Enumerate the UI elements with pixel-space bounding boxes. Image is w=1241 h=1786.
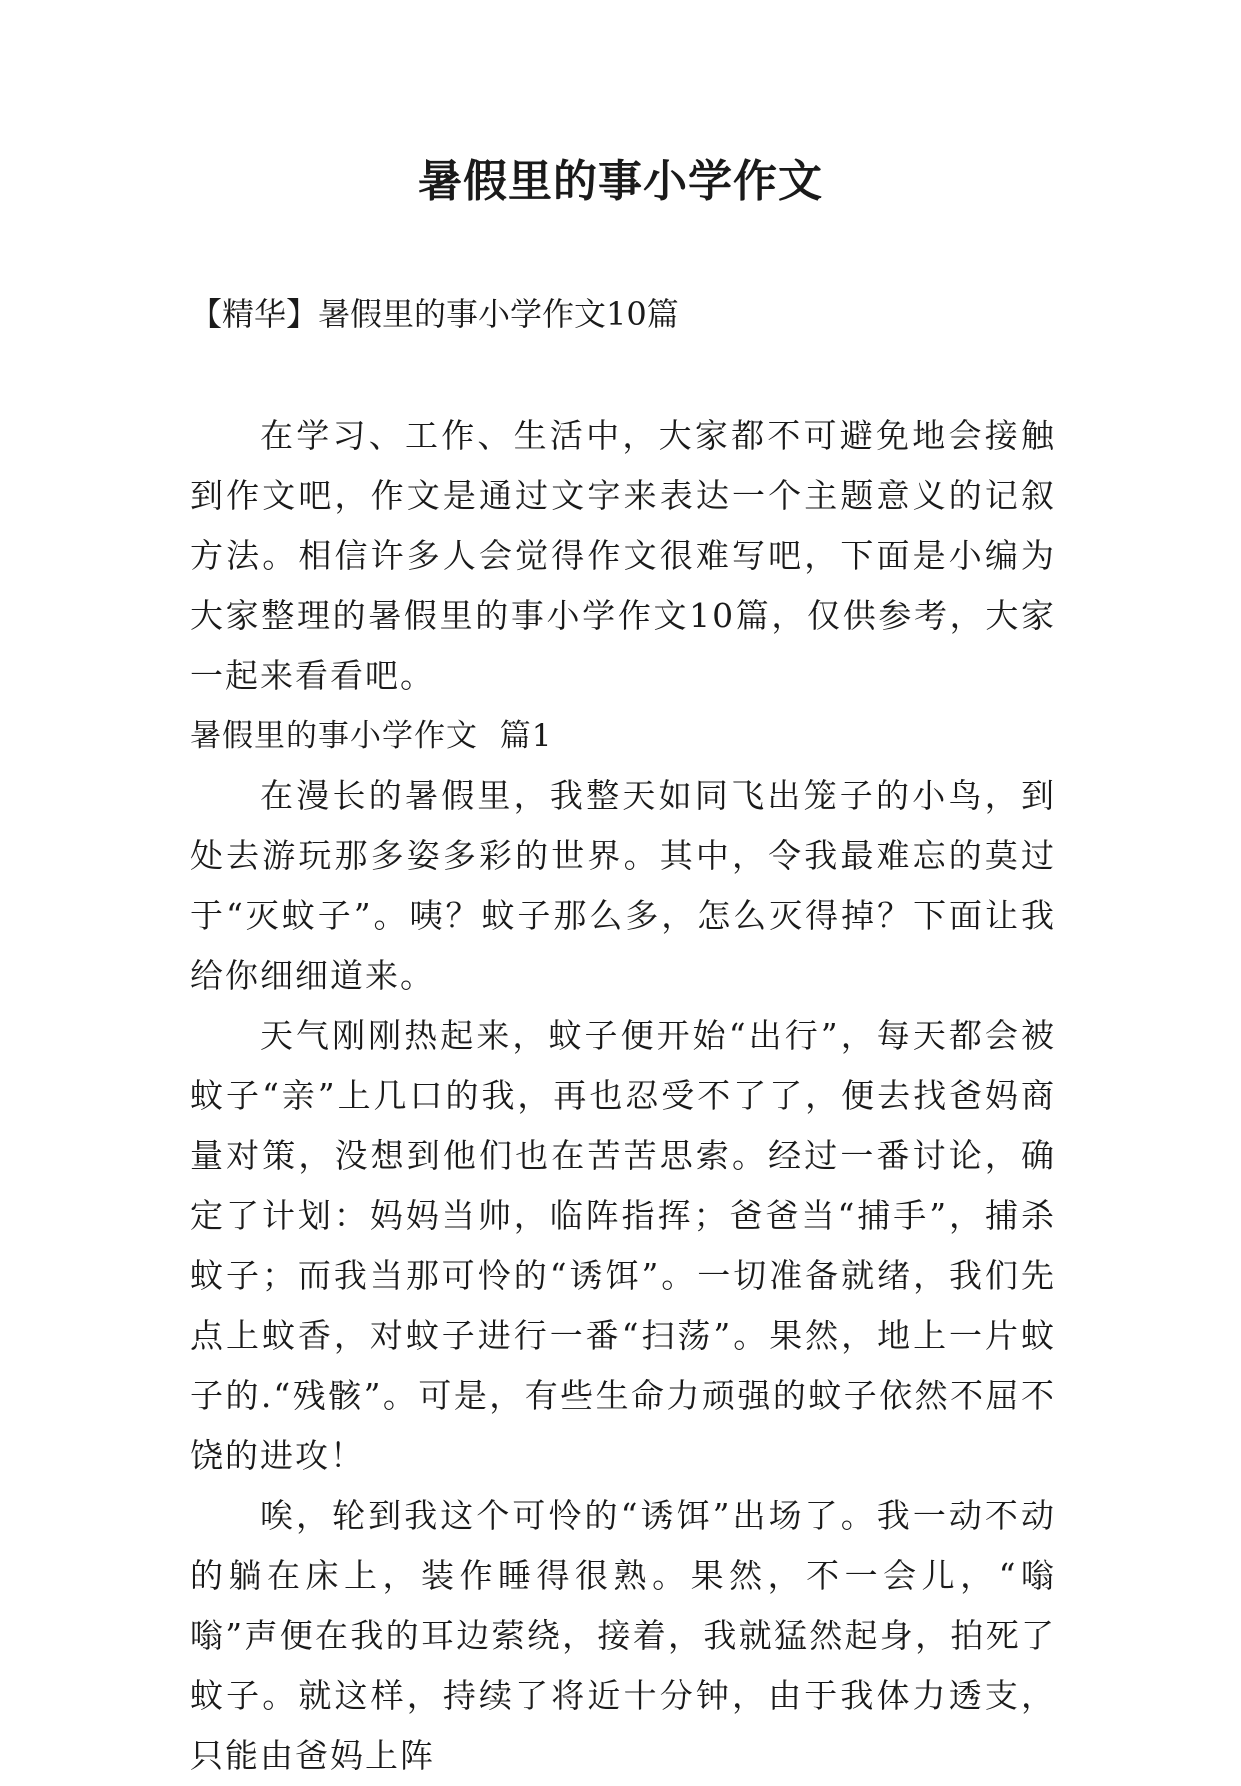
document-title: 暑假里的事小学作文 xyxy=(418,156,823,207)
intro-paragraph: 在学习、工作、生活中，大家都不可避免地会接触到作文吧，作文是通过文字来表达一个主题意义的记叙方法。相信许多人会觉得作文很难写吧，下面是小编为大家整理的暑假里的事小学作文10篇，仅供参考，大家一起来看看吧。 xyxy=(190,416,1056,695)
body-paragraph: 唉，轮到我这个可怜的“诱饵”出场了。我一动不动的躺在床上，装作睡得很熟。果然，不一会儿，“嗡嗡”声便在我的耳边萦绕，接着，我就猛然起身，拍死了蚊子。就这样，持续了将近十分钟，由于我体力透支，只能由爸妈上阵 xyxy=(190,1496,1056,1775)
document-body xyxy=(190,406,1056,1786)
document-subtitle: 【精华】暑假里的事小学作文10篇 xyxy=(190,295,679,333)
body-paragraph: 天气刚刚热起来，蚊子便开始“出行”，每天都会被蚊子“亲”上几口的我，再也忍受不了了，便去找爸妈商量对策，没想到他们也在苦苦思索。经过一番讨论，确定了计划：妈妈当帅，临阵指挥；爸爸当“捕手”，捕杀蚊子；而我当那可怜的“诱饵”。一切准备就绪，我们先点上蚊香，对蚊子进行一番“扫荡”。果然，地上一片蚊子的.“残骸”。可是，有些生命力顽强的蚊子依然不屈不饶的进攻！ xyxy=(190,1016,1056,1475)
section-heading: 暑假里的事小学作文 篇1 xyxy=(190,718,553,754)
body-paragraph: 在漫长的暑假里，我整天如同飞出笼子的小鸟，到处去游玩那多姿多彩的世界。其中，令我最难忘的莫过于“灭蚊子”。咦？蚊子那么多，怎么灭得掉？下面让我给你细细道来。 xyxy=(190,776,1056,995)
